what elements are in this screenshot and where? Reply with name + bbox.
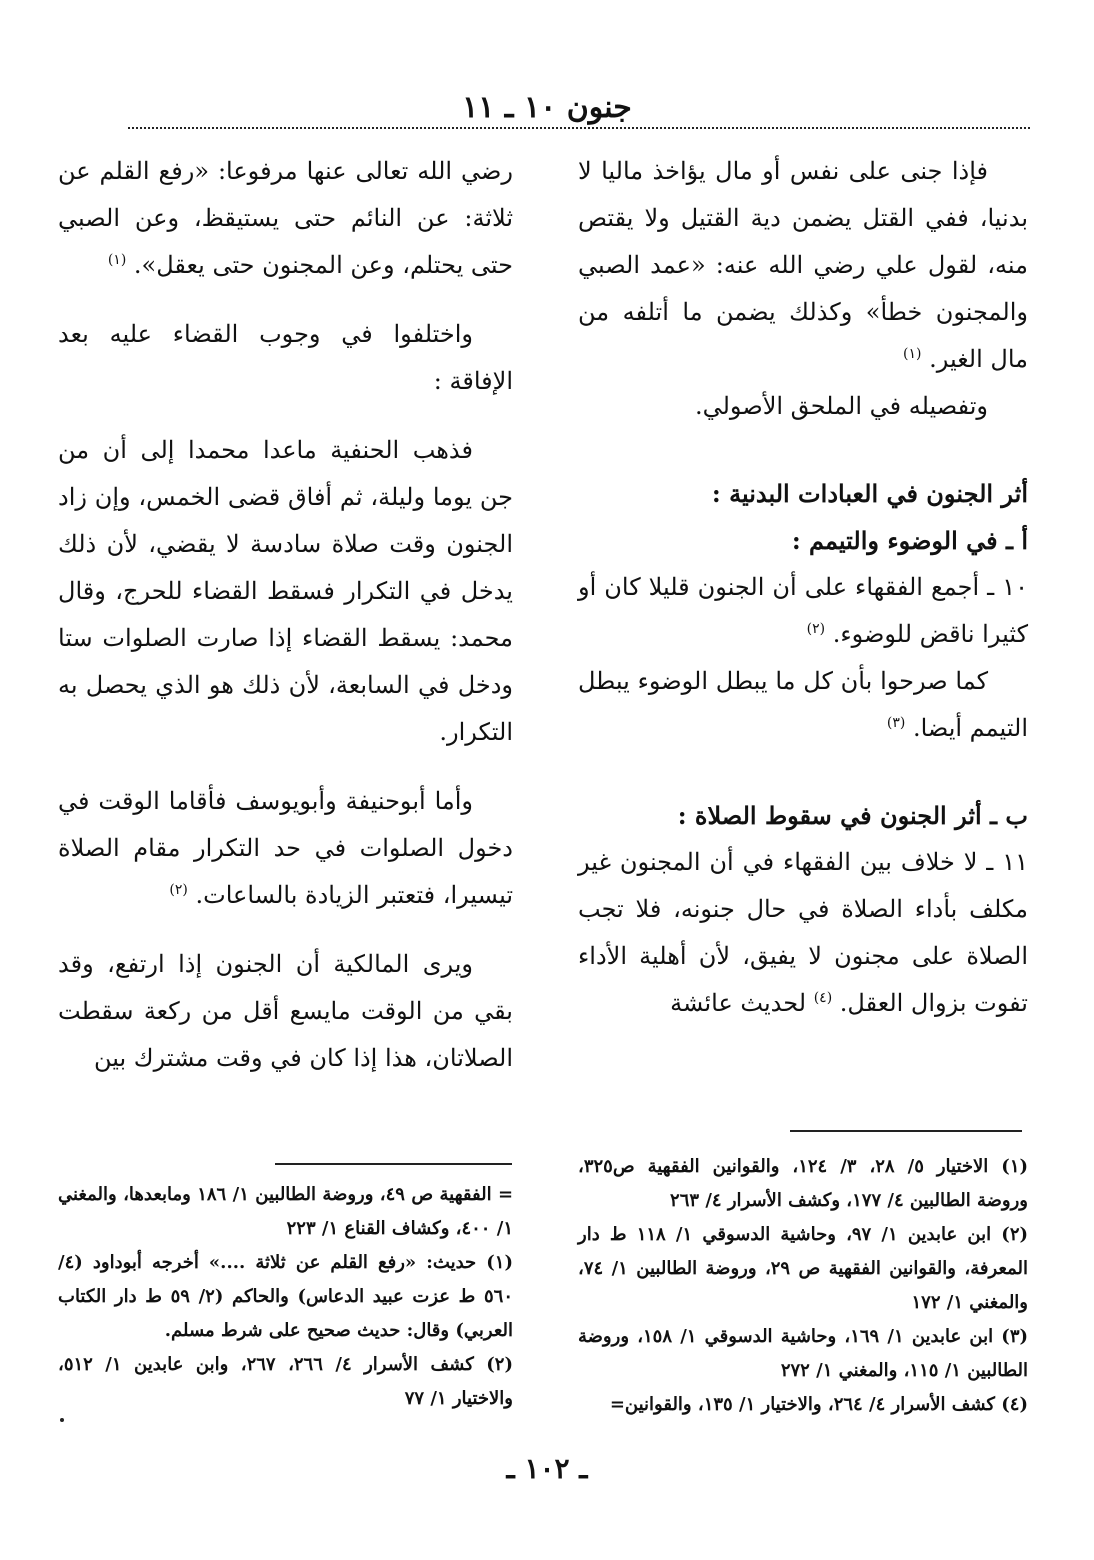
footnote-divider <box>790 1130 1022 1132</box>
paragraph-text: كما صرحوا بأن كل ما يبطل الوضوء يبطل التيمم أيضا. <box>578 667 1028 742</box>
paragraph-text: رضي الله تعالى عنها مرفوعا: «رفع القلم عن ثلاثة: عن النائم حتى يستيقظ، وعن الصبي حتى يحتلم، وعن المجنون حتى يعقل». <box>58 157 513 279</box>
footnote-divider <box>275 1163 512 1165</box>
paragraph: واختلفوا في وجوب القضاء عليه بعد الإفاقة : <box>58 320 513 395</box>
paragraph-text: ١٠ ـ أجمع الفقهاء على أن الجنون قليلا كان أو كثيرا ناقض للوضوء. <box>578 573 1028 648</box>
paragraph: وتفصيله في الملحق الأصولي. <box>694 392 988 420</box>
footnote: (٢) ابن عابدين ١/ ٩٧، وحاشية الدسوقي ١/ ١١٨ ط دار المعرفة، والقوانين الفقهية ص ٢٩، وروضة الطالبين ١/ ٧٤، والمغني ١/ ١٧٢ <box>578 1224 1029 1313</box>
subsection-heading: ب ـ أثر الجنون في سقوط الصلاة : <box>677 801 1028 830</box>
page-header-title: جنون ١٠ ـ ١١ <box>462 90 632 125</box>
subsection-heading: أ ـ في الوضوء والتيمم : <box>791 526 1028 555</box>
paragraph-text: فإذا جنى على نفس أو مال يؤاخذ ماليا لا بدنيا، ففي القتل يضمن دية القتيل ولا يقتص منه، لقول علي رضي الله عنه: «عمد الصبي والمجنون خطأ» وكذلك يضمن ما أتلفه من مال الغير. <box>578 157 1028 373</box>
footnotes-left <box>58 1178 513 1416</box>
footnote: = الفقهية ص ٤٩، وروضة الطالبين ١/ ١٨٦ ومابعدها، والمغني ١/ ٤٠٠، وكشاف القناع ١/ ٢٢٣ <box>58 1184 514 1239</box>
right-column <box>578 148 1028 1027</box>
footnote-ref: (٤) <box>813 990 833 1006</box>
footnote: (٢) كشف الأسرار ٤/ ٢٦٦، ٢٦٧، وابن عابدين ١/ ٥١٢، والاختيار ١/ ٧٧ <box>58 1354 513 1409</box>
paragraph-text: ١١ ـ لا خلاف بين الفقهاء في أن المجنون غير مكلف بأداء الصلاة في حال جنونه، فلا تجب الصلاة على مجنون لا يفيق، لأن أهلية الأداء تفوت بزوال العقل. <box>578 848 1028 1017</box>
left-column <box>58 148 513 1082</box>
paragraph-text: وأما أبوحنيفة وأبويوسف فأقاما الوقت في دخول الصلوات في حد التكرار مقام الصلاة تيسيرا، فتعتبر الزيادة بالساعات. <box>58 787 513 909</box>
header-divider <box>128 127 1030 129</box>
paragraph <box>578 839 1028 1027</box>
footnote-ref: (١) <box>902 346 922 362</box>
paragraph <box>578 658 1028 752</box>
paragraph-text: لحديث عائشة <box>670 989 807 1017</box>
footnote: (١) الاختيار ٥/ ٢٨، ٣/ ١٢٤، والقوانين الفقهية ص٣٢٥، وروضة الطالبين ٤/ ١٧٧، وكشف الأسرار ٤/ ٢٦٣ <box>578 1156 1029 1211</box>
footnote: (١) حديث: «رفع القلم عن ثلاثة ....» أخرجه أبوداود (٤/ ٥٦٠ ط عزت عبيد الدعاس) والحاكم (٢/ ٥٩ ط دار الكتاب العربي) وقال: حديث صحيح على شرط مسلم. <box>58 1252 513 1341</box>
page-number: ـ ١٠٢ ـ <box>506 1452 588 1485</box>
footnote-ref: (٢) <box>806 621 826 637</box>
paragraph <box>578 148 1028 383</box>
footnote-ref: (٢) <box>169 882 188 898</box>
footnote: (٣) ابن عابدين ١/ ١٦٩، وحاشية الدسوقي ١/ ١٥٨، وروضة الطالبين ١/ ١١٥، والمغني ١/ ٢٧٢ <box>578 1326 1029 1381</box>
paragraph: ويرى المالكية أن الجنون إذا ارتفع، وقد بقي من الوقت مايسع أقل من ركعة سقطت الصلاتان، هذا إذا كان في وقت مشترك بين <box>58 950 513 1072</box>
paragraph <box>58 778 513 919</box>
footnote: (٤) كشف الأسرار ٤/ ٢٦٤، والاختيار ١/ ١٣٥، والقوانين= <box>609 1394 1028 1415</box>
section-heading: أثر الجنون في العبادات البدنية : <box>711 479 1028 508</box>
paragraph <box>58 148 513 289</box>
footnotes-right <box>578 1150 1028 1422</box>
paragraph <box>578 564 1028 658</box>
print-mark <box>60 1418 64 1422</box>
footnote-ref: (١) <box>107 252 127 268</box>
paragraph: فذهب الحنفية ماعدا محمدا إلى أن من جن يوما وليلة، ثم أفاق قضى الخمس، وإن زاد الجنون وقت صلاة سادسة لا يقضي، لأن ذلك يدخل في التكرار فسقط القضاء للحرج، وقال محمد: يسقط القضاء إذا صارت الصلوات ستا ودخل في السابعة، لأن ذلك هو الذي يحصل به التكرار. <box>58 436 513 746</box>
footnote-ref: (٣) <box>886 715 906 731</box>
